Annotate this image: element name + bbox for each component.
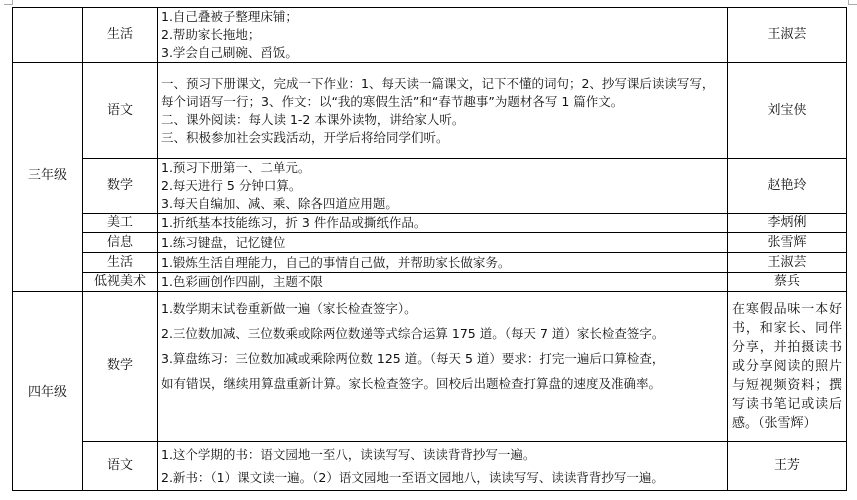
page-corner-mark [848, 0, 857, 5]
content-cell [158, 214, 728, 233]
page-corner-mark [4, 0, 13, 5]
teacher-cell: 李炳俐 [728, 214, 847, 233]
subject-cell: 生活 [83, 253, 158, 273]
grade-cell: 三年级 [13, 63, 83, 292]
content-line: 1.这个学期的书：语文园地一至八，读读写写、读读背背抄写一遍。 [161, 447, 536, 462]
table-row [13, 273, 847, 292]
subject-cell: 信息 [83, 233, 158, 253]
table-row [13, 8, 847, 63]
teacher-cell: 蔡兵 [728, 273, 847, 292]
content-line: 1.色彩画创作四副，主题不限 [161, 274, 323, 289]
teacher-cell: 王芳 [728, 442, 847, 491]
subject-cell: 美工 [83, 214, 158, 233]
content-cell [158, 63, 728, 159]
content-line: 1.数学期末试卷重新做一遍（家长检查签字）。 [161, 301, 417, 316]
grade-cell [13, 8, 83, 63]
homework-table [12, 7, 847, 491]
table-row [13, 214, 847, 233]
content-line: 3.每天自编加、减、乘、除各四道应用题。 [161, 196, 398, 211]
table-row [13, 159, 847, 214]
content-line: 1.预习下册第一、二单元。 [161, 160, 311, 175]
subject-cell: 数学 [83, 159, 158, 214]
table-row [13, 292, 847, 442]
content-line: 2.每天进行 5 分钟口算。 [161, 178, 302, 193]
content-line: 1.练习键盘，记忆键位 [161, 234, 286, 250]
table-row [13, 253, 847, 273]
content-line: 2.帮助家长拖地； [161, 27, 261, 42]
teacher-cell: 王淑芸 [728, 253, 847, 273]
content-line: 一、预习下册课文，完成一下作业：1、每天读一篇课文，记下不懂的词句；2、抄写课后读读写写，每个词语写一行；3、作文：以“我的寒假生活”和“春节趣事”为题材各写 1 篇作文。 [161, 75, 715, 109]
content-line: 3.学会自己刷碗、舀饭。 [161, 45, 298, 60]
table-row [13, 233, 847, 253]
content-cell [158, 159, 728, 214]
teacher-cell: 刘宝侠 [728, 63, 847, 159]
teacher-cell: 赵艳玲 [728, 159, 847, 214]
content-cell [158, 233, 728, 253]
content-line: 1.折纸基本技能练习，折 3 件作品或撕纸作品。 [161, 215, 427, 230]
table-row [13, 442, 847, 491]
subject-cell: 语文 [83, 442, 158, 491]
content-cell [158, 8, 728, 63]
content-cell [158, 273, 728, 292]
subject-cell: 生活 [83, 8, 158, 63]
content-cell [158, 292, 728, 442]
teacher-cell: 张雪辉 [728, 233, 847, 253]
content-line: 二、课外阅读：每人读 1-2 本课外读物，讲给家人听。 [161, 111, 465, 127]
table-row [13, 63, 847, 159]
subject-cell: 语文 [83, 63, 158, 159]
content-line: 1.锻炼生活自理能力，自己的事情自己做，并帮助家长做家务。 [161, 254, 511, 270]
teacher-note-cell: 在寒假品味一本好书，和家长、同伴分享，并拍摄读书或分享阅读的照片与短视频资料；撰写读书笔记或读后感。（张雪辉） [728, 292, 847, 442]
subject-cell: 低视美术 [83, 273, 158, 292]
content-line: 2.三位数加减、三位数乘或除两位数递等式综合运算 175 道。（每天 7 道）家长检查签字。 [161, 326, 665, 341]
content-cell [158, 442, 728, 491]
content-line: 三、积极参加社会实践活动，开学后将给同学们听。 [161, 129, 449, 145]
content-line: 2.新书：（1）课文读一遍。（2）语文园地一至语文园地八，读读写写、读读背背抄写一遍。 [161, 470, 664, 485]
subject-cell: 数学 [83, 292, 158, 442]
content-cell [158, 253, 728, 273]
content-line: 3.算盘练习：三位数加减或乘除两位数 125 道。（每天 5 道）要求：打完一遍后口算检查， [161, 351, 665, 366]
content-line: 如有错误，继续用算盘重新计算。家长检查签字。回校后出题检查打算盘的速度及准确率。 [161, 376, 662, 391]
content-line: 1.自己叠被子整理床铺； [161, 9, 298, 24]
grade-cell: 四年级 [13, 292, 83, 491]
teacher-cell: 王淑芸 [728, 8, 847, 63]
